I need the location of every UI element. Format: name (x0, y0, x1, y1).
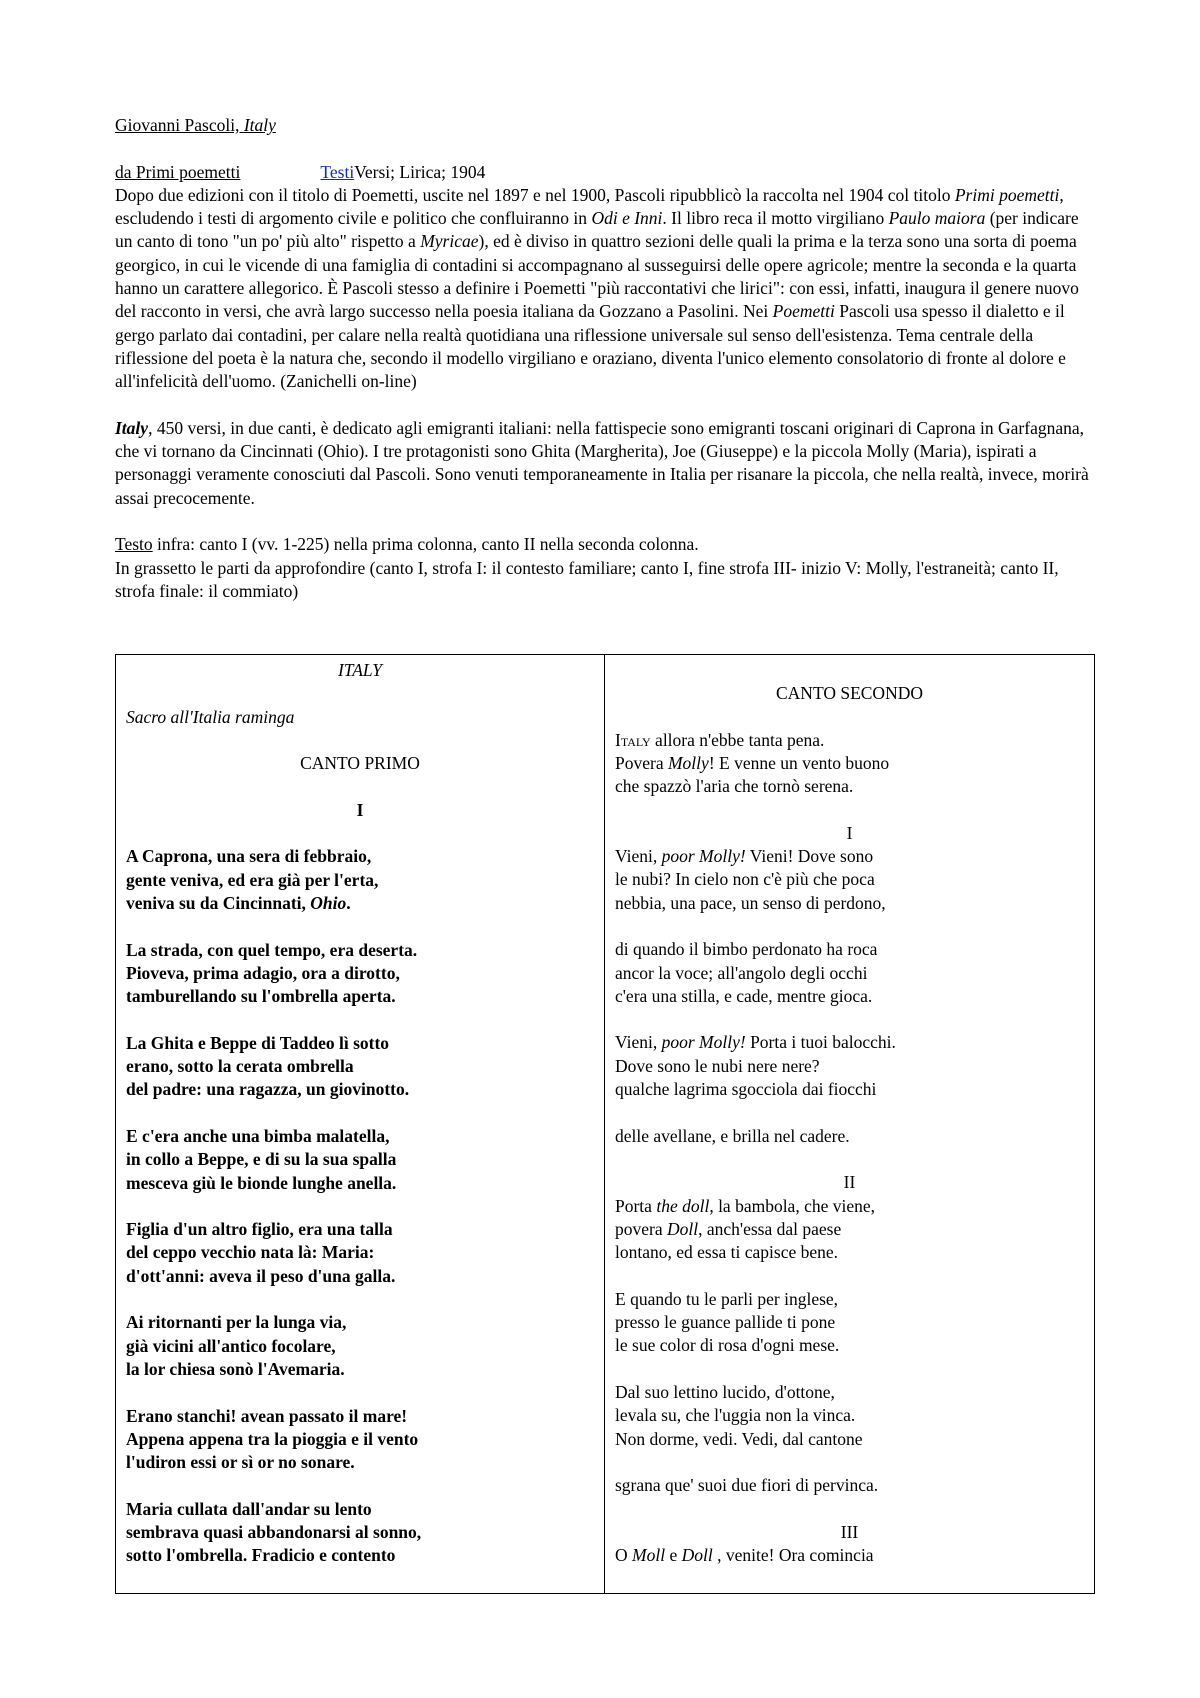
section-number: II (843, 1172, 856, 1193)
section-number: I (356, 799, 364, 820)
canto-secondo-title: CANTO SECONDO (776, 683, 923, 703)
testi-link[interactable]: Testi (320, 161, 355, 182)
section-number: III (840, 1521, 859, 1542)
notes-line-2: In grassetto le parti da approfondire (canto I, strofa I: il contesto familiare; canto I, fine strofa III- inizio V: Molly, l'estraneità; canto II, strofa finale: il commiato) (115, 557, 1059, 601)
testo-label: Testo (115, 534, 153, 555)
stanza: Porta the doll, la bambola, che viene, povera Doll, anch'essa dal paese lontano, ed essa ti capisce bene. (615, 1195, 876, 1263)
intro-paragraph: Dopo due edizioni con il titolo di Poemetti, uscite nel 1897 e nel 1900, Pascoli ripubblicò la raccolta nel 1904 col titolo Primi poemetti, escludendo i testi di argomento civile e politico che confluiranno in Odi e Inni. Il libro reca il motto virgiliano Paulo maiora (per indicare un canto di tono "un po' più alto" rispetto a Myricae), ed è diviso in quattro sezioni delle quali la prima e la terza sono una sorta di poema georgico, in cui le vicende di una famiglia di contadini si accompagnano al susseguirsi delle opere agricole; mentre la seconda e la quarta hanno un carattere allegorico. È Pascoli stesso a definire i Poemetti "più raccontativi che lirici": con essi, infatti, inaugura il genere nuovo del racconto in versi, che avrà largo successo nella poesia italiana da Gozzano a Pasolini. Nei Poemetti Pascoli usa spesso il dialetto e il gergo parlato dai contadini, per calare nella realtà quotidiana una riflessione universale sul senso dell'esistenza. Tema centrale della riflessione del poeta è la natura che, secondo il modello virgiliano e oraziano, diventa l'unico elemento consolatorio di fronte al dolore e all'infelicità dell'uomo. (Zanichelli on-line) (115, 184, 1079, 392)
dedication: Sacro all'Italia raminga (126, 706, 295, 727)
canto-primo-column (116, 655, 605, 1593)
section-number: I (846, 822, 853, 843)
poem-table (115, 654, 1095, 1594)
stanza: Ai ritornanti per la lunga via, già vicini all'antico focolare, la lor chiesa sonò l'Avemaria. (126, 1312, 347, 1379)
canto-primo-title: CANTO PRIMO (300, 753, 420, 774)
stanza: La Ghita e Beppe di Taddeo lì sotto erano, sotto la cerata ombrella del padre: una ragazza, un giovinotto. (126, 1032, 410, 1100)
single-line: delle avellane, e brilla nel cadere. (615, 1125, 850, 1146)
stanza: Maria cullata dall'andar su lento sembrava quasi abbandonarsi al sonno, sotto l'ombrella. Fradicio e contento (126, 1498, 422, 1566)
italy-bold-title: Italy (115, 417, 149, 438)
author: Giovanni Pascoli, (115, 115, 244, 135)
notes-line-1: Testo infra: canto I (vv. 1-225) nella prima colonna, canto II nella seconda colonna. (115, 534, 699, 555)
stanza: La strada, con quel tempo, era deserta. Pioveva, prima adagio, ora a dirotto, tamburellando su l'ombrella aperta. (126, 939, 418, 1007)
poem-title: Italy (243, 115, 276, 135)
stanza: Figlia d'un altro figlio, era una talla del ceppo vecchio nata là: Maria: d'ott'anni: aveva il peso d'una galla. (126, 1219, 396, 1286)
source-line (115, 161, 1095, 184)
collection-name: da Primi poemetti (115, 161, 241, 182)
document-page (115, 114, 1095, 603)
stanza: Vieni, poor Molly! Porta i tuoi balocchi. Dove sono le nubi nere nere? qualche lagrima sgocciola dai fiocchi (615, 1032, 896, 1100)
poem-heading: ITALY (337, 660, 383, 680)
author-title (115, 115, 276, 135)
source-meta: Versi; Lirica; 1904 (354, 161, 486, 182)
stanza: Italy allora n'ebbe tanta pena. Povera Molly! E venne un vento buono che spazzò l'aria che tornò serena. (615, 729, 890, 797)
single-line: sgrana que' suoi due fiori di pervinca. (615, 1475, 879, 1496)
stanza: Erano stanchi! avean passato il mare! Appena appena tra la pioggia e il vento l'udiron essi or sì or no sonare. (126, 1405, 419, 1473)
stanza: di quando il bimbo perdonato ha roca ancor la voce; all'angolo degli occhi c'era una stilla, e cade, mentre gioca. (615, 939, 878, 1006)
canto-secondo-column (605, 655, 1094, 1593)
stanza: E c'era anche una bimba malatella, in collo a Beppe, e di su la sua spalla mesceva giù le bionde lunghe anella. (126, 1125, 397, 1193)
stanza: A Caprona, una sera di febbraio, gente veniva, ed era già per l'erta, veniva su da Cincinnati, Ohio. (126, 846, 379, 913)
italy-paragraph: Italy, 450 versi, in due canti, è dedicato agli emigranti italiani: nella fattispecie sono emigranti toscani originari di Caprona in Garfagnana, che vi tornano da Cincinnati (Ohio). I tre protagonisti sono Ghita (Margherita), Joe (Giuseppe) e la piccola Molly (Maria), ispirati a personaggi veramente conosciuti dal Pascoli. Sono venuti temporaneamente in Italia per risanare la piccola, che nella realtà, invece, morirà assai precocemente. (115, 417, 1089, 508)
stanza: E quando tu le parli per inglese, presso le guance pallide ti pone le sue color di rosa d'ogni mese. (615, 1288, 840, 1356)
stanza: Vieni, poor Molly! Vieni! Dove sono le nubi? In cielo non c'è più che poca nebbia, una pace, un senso di perdono, (615, 846, 886, 913)
stanza-line: O Moll e Doll , venite! Ora comincia (615, 1544, 874, 1565)
stanza: Dal suo lettino lucido, d'ottone, levala su, che l'uggia non la vinca. Non dorme, vedi. Vedi, dal cantone (615, 1381, 863, 1449)
header-line (115, 114, 1095, 137)
